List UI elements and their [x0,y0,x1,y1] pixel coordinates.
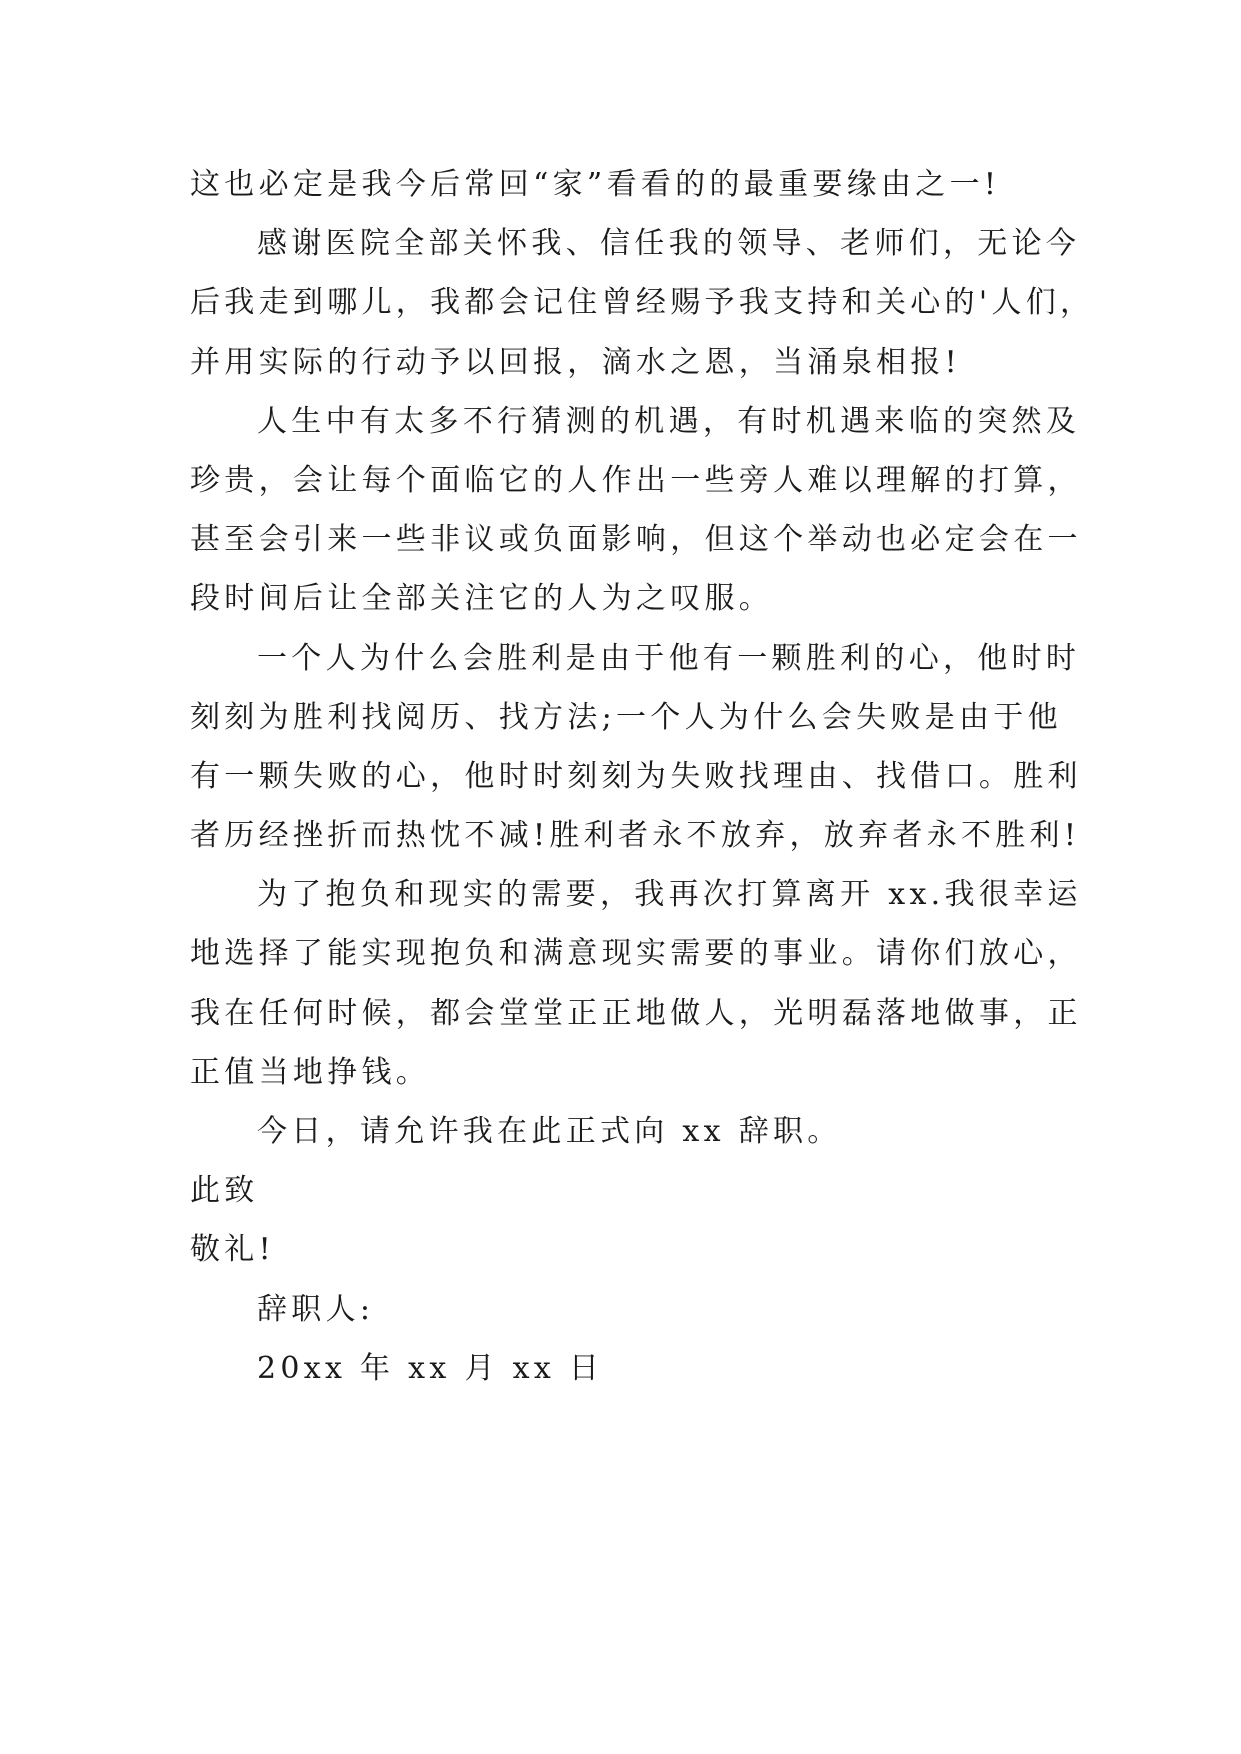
paragraph-line: 刻刻为胜利找阅历、找方法;一个人为什么会失败是由于他 [190,699,1062,735]
date-line: 20xx 年 xx 月 xx 日 [257,1350,604,1386]
paragraph-line: 甚至会引来一些非议或负面影响，但这个举动也必定会在一 [190,522,1082,558]
paragraph-line: 者历经挫折而热忱不减!胜利者永不放弃，放弃者永不胜利! [190,818,1081,854]
paragraph-line: 地选择了能实现抱负和满意现实需要的事业。请你们放心， [190,936,1082,972]
paragraph-line: 一个人为什么会胜利是由于他有一颗胜利的心，他时时 [257,640,1081,676]
paragraph-line: 珍贵，会让每个面临它的人作出一些旁人难以理解的打算， [190,462,1082,498]
paragraph-line: 段时间后让全部关注它的人为之叹服。 [190,581,774,617]
paragraph-line: 并用实际的行动予以回报，滴水之恩，当涌泉相报! [190,344,961,380]
letter-body [190,155,1095,1398]
paragraph-line: 人生中有太多不行猜测的机遇，有时机遇来临的突然及 [257,403,1081,439]
paragraph-line: 为了抱负和现实的需要，我再次打算离开 xx.我很幸运 [257,877,1082,913]
signature-label: 辞职人: [257,1291,375,1327]
resignation-statement: 今日，请允许我在此正式向 xx 辞职。 [257,1114,842,1149]
paragraph-line: 有一颗失败的心，他时时刻刻为失败找理由、找借口。胜利 [190,758,1082,794]
closing-salutation: 此致 [190,1173,259,1209]
paragraph-line: 我在任何时候，都会堂堂正正地做人，光明磊落地做事，正 [190,995,1082,1031]
paragraph-line: 这也必定是我今后常回“家”看看的的最重要缘由之一! [190,167,1001,202]
closing-regards: 敬礼! [190,1232,275,1268]
paragraph-line: 感谢医院全部关怀我、信任我的领导、老师们，无论今 [257,226,1081,262]
paragraph-line: 后我走到哪儿，我都会记住曾经赐予我支持和关心的'人们， [190,285,1095,321]
paragraph-line: 正值当地挣钱。 [190,1054,431,1090]
